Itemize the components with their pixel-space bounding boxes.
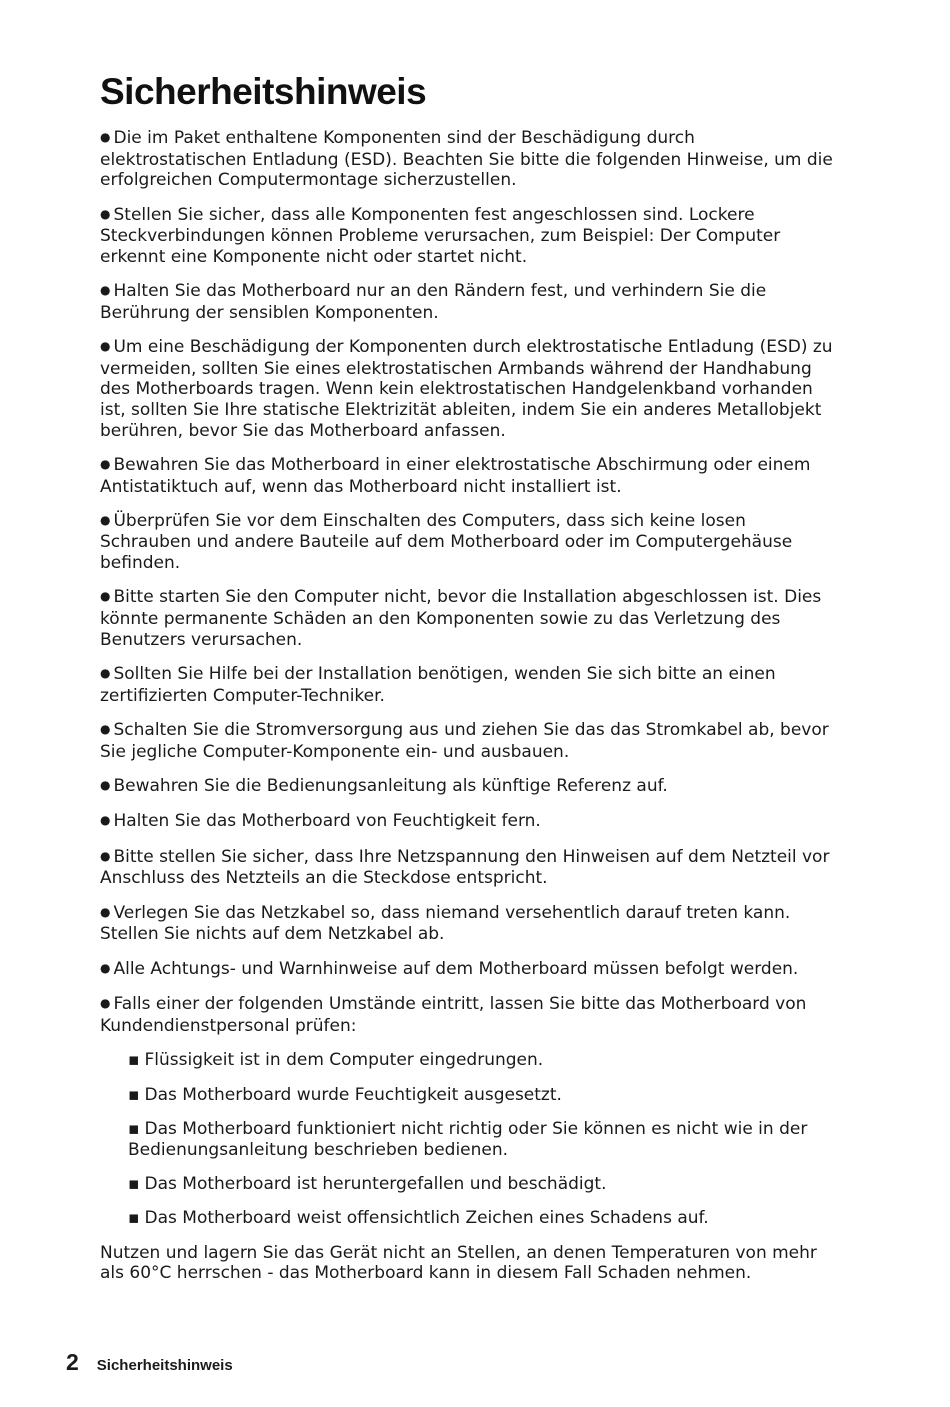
- bullet-list: [100, 128, 842, 1036]
- sub-list-item: ▪ Flüssigkeit ist in dem Computer eingedrungen.: [128, 1050, 842, 1071]
- list-item: ● Falls einer der folgenden Umstände eintritt, lassen Sie bitte das Motherboard von Kundendienstpersonal prüfen:: [100, 994, 842, 1036]
- document-page: [100, 72, 842, 1298]
- closing-paragraph: Nutzen und lagern Sie das Gerät nicht an Stellen, an denen Temperaturen von mehr als 60°C herrschen - das Motherboard kann in diesem Fall Schaden nehmen.: [100, 1242, 817, 1284]
- list-item: ● Stellen Sie sicher, dass alle Komponenten fest angeschlossen sind. Lockere Steckverbindungen können Probleme verursachen, zum Beispiel: Der Computer erkennt eine Komponente nicht oder startet nicht.: [100, 205, 842, 268]
- list-item: ● Verlegen Sie das Netzkabel so, dass niemand versehentlich darauf treten kann. Stellen Sie nichts auf dem Netzkabel ab.: [100, 903, 842, 945]
- list-item: ● Halten Sie das Motherboard nur an den Rändern fest, und verhindern Sie die Berührung der sensiblen Komponenten.: [100, 281, 842, 323]
- list-item: ● Um eine Beschädigung der Komponenten durch elektrostatische Entladung (ESD) zu vermeiden, sollten Sie eines elektrostatischen Armbands während der Handhabung des Motherboards tragen. Wenn kein elektrostatischen Handgelenkband vorhanden ist, sollten Sie Ihre statische Elektrizität ableiten, indem Sie ein anderes Metallobjekt berühren, bevor Sie das Motherboard anfassen.: [100, 337, 842, 441]
- list-item: ● Bitte stellen Sie sicher, dass Ihre Netzspannung den Hinweisen auf dem Netzteil vor Anschluss des Netzteils an die Steckdose entspricht.: [100, 847, 842, 889]
- list-item: ● Überprüfen Sie vor dem Einschalten des Computers, dass sich keine losen Schrauben und andere Bauteile auf dem Motherboard oder im Computergehäuse befinden.: [100, 511, 842, 574]
- page-footer: [66, 1349, 233, 1376]
- list-item: ● Bewahren Sie das Motherboard in einer elektrostatische Abschirmung oder einem Antistatiktuch auf, wenn das Motherboard nicht installiert ist.: [100, 455, 842, 497]
- page-title: Sicherheitshinweis: [100, 71, 427, 112]
- sub-list-item: ▪ Das Motherboard ist heruntergefallen und beschädigt.: [128, 1174, 842, 1195]
- sub-list-item: ▪ Das Motherboard funktioniert nicht richtig oder Sie können es nicht wie in der Bedienungsanleitung beschrieben bedienen.: [128, 1119, 842, 1160]
- list-item: ● Schalten Sie die Stromversorgung aus und ziehen Sie das das Stromkabel ab, bevor Sie jegliche Computer-Komponente ein- und ausbauen.: [100, 720, 842, 762]
- list-item: ● Bewahren Sie die Bedienungsanleitung als künftige Referenz auf.: [100, 776, 842, 798]
- list-item: ● Die im Paket enthaltene Komponenten sind der Beschädigung durch elektrostatischen Entladung (ESD). Beachten Sie bitte die folgenden Hinweise, um die erfolgreichen Computermontage sicherzustellen.: [100, 128, 842, 191]
- sub-bullet-list: [100, 1050, 842, 1229]
- sub-list-item: ▪ Das Motherboard wurde Feuchtigkeit ausgesetzt.: [128, 1085, 842, 1106]
- list-item: ● Bitte starten Sie den Computer nicht, bevor die Installation abgeschlossen ist. Dies könnte permanente Schäden an den Komponenten sowie zu das Verletzung des Benutzers verursachen.: [100, 587, 842, 650]
- list-item: ● Halten Sie das Motherboard von Feuchtigkeit fern.: [100, 811, 842, 833]
- page-number: 2: [66, 1349, 79, 1375]
- footer-section-title: Sicherheitshinweis: [96, 1357, 233, 1374]
- list-item: ● Sollten Sie Hilfe bei der Installation benötigen, wenden Sie sich bitte an einen zertifizierten Computer-Techniker.: [100, 664, 842, 706]
- sub-list-item: ▪ Das Motherboard weist offensichtlich Zeichen eines Schadens auf.: [128, 1208, 842, 1229]
- list-item: ● Alle Achtungs- und Warnhinweise auf dem Motherboard müssen befolgt werden.: [100, 959, 842, 981]
